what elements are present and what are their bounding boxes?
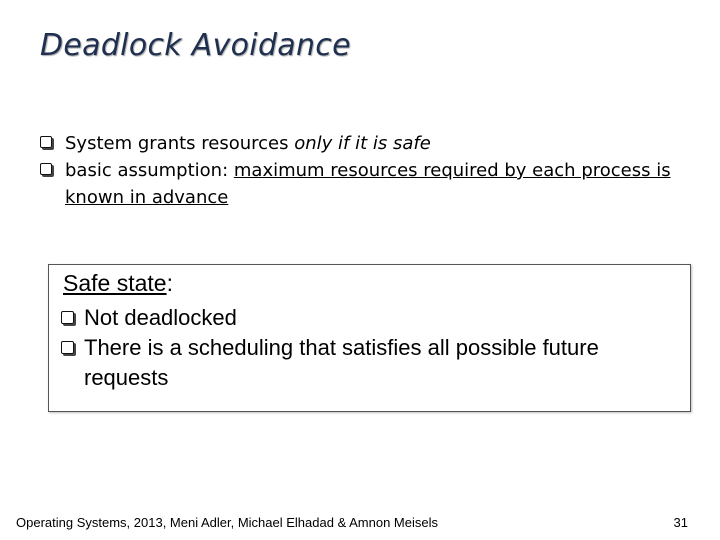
safe-state-box [48, 264, 691, 412]
slide-title: Deadlock Avoidance [40, 28, 351, 63]
checkbox-bullet-icon [61, 341, 74, 354]
checkbox-bullet-icon [40, 163, 52, 175]
checkbox-bullet-icon [40, 136, 52, 148]
bullet-text: System grants resources [65, 133, 295, 154]
slide-footer: Operating Systems, 2013, Meni Adler, Michael Elhadad & Amnon Meisels [16, 515, 438, 530]
safe-state-heading [63, 270, 173, 297]
bullet-item [40, 157, 710, 211]
checkbox-bullet-icon [61, 311, 74, 324]
bullet-underlined-text: maximum resources required by each process is known in advance [65, 160, 671, 208]
bullet-text: basic assumption: [65, 160, 234, 181]
safe-state-item-text: Not deadlocked [84, 305, 237, 330]
safe-state-item-text: There is a scheduling that satisfies all possible future requests [84, 335, 599, 390]
safe-state-colon: : [166, 270, 173, 296]
safe-state-list [61, 303, 681, 393]
bullet-item [40, 130, 710, 157]
main-bullet-list [40, 130, 710, 211]
safe-state-label: Safe state [63, 270, 167, 296]
safe-state-item [61, 333, 681, 393]
bullet-emphasis: only if it is safe [294, 133, 431, 154]
safe-state-item [61, 303, 681, 333]
page-number: 31 [673, 515, 688, 530]
